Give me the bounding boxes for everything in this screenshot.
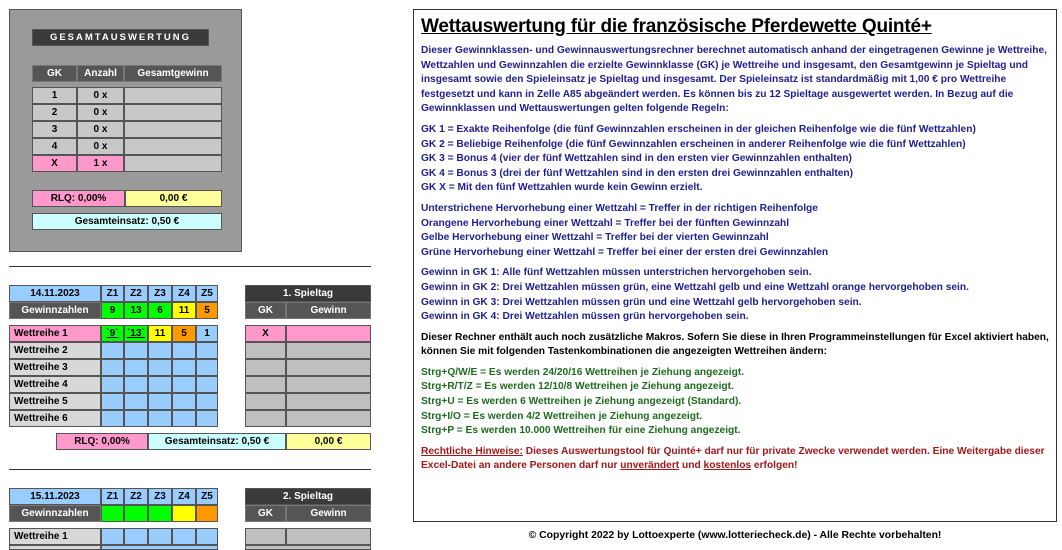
day2-col-z2: Z2 bbox=[124, 488, 148, 505]
legal-unchanged: unverändert bbox=[620, 460, 680, 472]
day1-gewinn-header: Gewinn bbox=[286, 302, 371, 319]
day2-row1-gk[interactable] bbox=[245, 528, 286, 545]
day1-gz-3[interactable]: 6 bbox=[148, 302, 172, 319]
summary-gk-4[interactable]: 4 bbox=[32, 138, 77, 155]
day2-gk-header: GK bbox=[245, 505, 286, 522]
day1-row6-gewinn[interactable] bbox=[286, 410, 371, 427]
day1-row4-z2[interactable] bbox=[124, 376, 148, 393]
day1-row6-z5[interactable] bbox=[196, 410, 218, 427]
day1-rlq[interactable]: RLQ: 0,00% bbox=[56, 433, 148, 450]
day1-row1-gk[interactable]: X bbox=[245, 325, 286, 342]
shortcut-3: Strg+U = Es werden 6 Wettreihen je Ziehung angezeigt (Standard). bbox=[421, 396, 742, 408]
shortcut-list bbox=[421, 366, 1049, 439]
day1-row5-label: Wettreihe 5 bbox=[9, 393, 101, 410]
day1-einsatz[interactable]: Gesamteinsatz: 0,50 € bbox=[148, 433, 286, 450]
day1-row6-z3[interactable] bbox=[148, 410, 172, 427]
summary-gk-1[interactable]: 1 bbox=[32, 87, 77, 104]
day1-row2-z4[interactable] bbox=[172, 342, 196, 359]
separator-line bbox=[9, 469, 371, 470]
shortcut-2: Strg+R/T/Z = Es werden 12/10/8 Wettreihen je Ziehung angezeigt. bbox=[421, 381, 734, 393]
day1-row3-gk[interactable] bbox=[245, 359, 286, 376]
day1-row3-gewinn[interactable] bbox=[286, 359, 371, 376]
legal-and: und bbox=[679, 460, 704, 472]
day1-gz-2[interactable]: 13 bbox=[124, 302, 148, 319]
summary-total-3[interactable] bbox=[124, 121, 222, 138]
summary-total-4[interactable] bbox=[124, 138, 222, 155]
summary-total-x[interactable] bbox=[124, 155, 222, 172]
day1-row1-gewinn[interactable] bbox=[286, 325, 371, 342]
day1-row5-gk[interactable] bbox=[245, 393, 286, 410]
day2-gewinn-header: Gewinn bbox=[286, 505, 371, 522]
summary-total-2[interactable] bbox=[124, 104, 222, 121]
day2-gz-3[interactable] bbox=[148, 505, 172, 522]
day1-gz-1[interactable]: 9 bbox=[101, 302, 124, 319]
day1-row6-z4[interactable] bbox=[172, 410, 196, 427]
win-rule-2: Gewinn in GK 2: Drei Wettzahlen müssen grün, eine Wettzahl gelb und eine Wettzahl orange hervorgehoben sein. bbox=[421, 281, 969, 293]
legal-end: erfolgen! bbox=[751, 460, 798, 472]
day1-row4-gewinn[interactable] bbox=[286, 376, 371, 393]
day1-row1-z1[interactable]: `9` bbox=[101, 325, 124, 342]
day2-row2-label bbox=[9, 545, 101, 550]
summary-gewinn[interactable]: 0,00 € bbox=[125, 190, 222, 207]
info-intro: Dieser Gewinnklassen- und Gewinnauswertungsrechner berechnet automatisch anhand der eingetragenen Gewinne je Wettreihe, Wettzahlen und Gewinnzahlen die erzielte Gewinnklasse (GK) je Wettreihe und insgesamt, den Gesamtgewinn je Spieltag und insgesamt sowie den Spieleinsatz je Spieltag und insgesamt. Der Spieleinsatz ist standardmäßig mit 1,00 € pro Wettreihe festgesetzt und kann in Zelle A85 abgeändert werden. Es können bis zu 12 Spieltage ausgewertet werden. In Bezug auf die Gewinnklassen und Wettauswertungen gelten folgende Regeln: bbox=[421, 45, 1047, 115]
day2-gz-4[interactable] bbox=[172, 505, 196, 522]
day1-row2-label: Wettreihe 2 bbox=[9, 342, 101, 359]
day1-col-z2: Z2 bbox=[124, 285, 148, 302]
day1-row4-label: Wettreihe 4 bbox=[9, 376, 101, 393]
summary-rlq[interactable]: RLQ: 0,00% bbox=[32, 190, 125, 207]
day2-row1-z5[interactable] bbox=[196, 528, 218, 545]
summary-einsatz[interactable]: Gesamteinsatz: 0,50 € bbox=[32, 213, 222, 230]
day2-col-z1: Z1 bbox=[101, 488, 124, 505]
legal-text: Dieses Auswertungstool für Quinté+ darf nur für private Zwecke verwendet werden. Eine Weitergabe dieser Excel-Datei an andere Personen darf nur bbox=[421, 445, 1045, 472]
day1-row3-label: Wettreihe 3 bbox=[9, 359, 101, 376]
day2-row1-gewinn[interactable] bbox=[286, 528, 371, 545]
day1-col-z5: Z5 bbox=[196, 285, 218, 302]
day1-row4-z5[interactable] bbox=[196, 376, 218, 393]
day2-gz-2[interactable] bbox=[124, 505, 148, 522]
summary-panel bbox=[9, 9, 242, 252]
macro-text: Dieser Rechner enthält auch noch zusätzliche Makros. Sofern Sie diese in Ihren Programmeinstellungen für Excel aktiviert haben, können Sie mit folgenden Tastenkombinationen die angezeigten Wettreihen ändern: bbox=[421, 331, 1049, 358]
day2-col-z4: Z4 bbox=[172, 488, 196, 505]
day1-gz-5[interactable]: 5 bbox=[196, 302, 218, 319]
day1-row3-z1[interactable] bbox=[101, 359, 124, 376]
day1-gk-header: GK bbox=[245, 302, 286, 319]
day1-gewinn-total[interactable]: 0,00 € bbox=[286, 433, 371, 450]
day1-date[interactable]: 14.11.2023 bbox=[9, 285, 101, 302]
summary-count-3[interactable]: 0 x bbox=[77, 121, 124, 138]
day1-row3-z3[interactable] bbox=[148, 359, 172, 376]
day1-row6-label: Wettreihe 6 bbox=[9, 410, 101, 427]
separator-line bbox=[9, 266, 371, 267]
day1-spieltag: 1. Spieltag bbox=[245, 285, 371, 302]
day2-row1-z1[interactable] bbox=[101, 528, 124, 545]
day1-row4-z4[interactable] bbox=[172, 376, 196, 393]
day1-row1-z3[interactable]: 11 bbox=[148, 325, 172, 342]
summary-count-x[interactable]: 1 x bbox=[77, 155, 124, 172]
highlight-rules bbox=[421, 202, 1049, 260]
day1-col-z4: Z4 bbox=[172, 285, 196, 302]
summary-title: GESAMTAUSWERTUNG bbox=[32, 29, 209, 46]
day1-row3-z4[interactable] bbox=[172, 359, 196, 376]
summary-header-gesamtgewinn: Gesamtgewinn bbox=[124, 65, 222, 82]
gk-rule-3: GK 3 = Bonus 4 (vier der fünf Wettzahlen sind in den ersten vier Gewinnzahlen enthalten) bbox=[421, 153, 852, 165]
day2-row2-cells[interactable] bbox=[101, 545, 218, 550]
summary-count-4[interactable]: 0 x bbox=[77, 138, 124, 155]
day1-row5-gewinn[interactable] bbox=[286, 393, 371, 410]
day1-row6-z1[interactable] bbox=[101, 410, 124, 427]
day1-row5-z5[interactable] bbox=[196, 393, 218, 410]
summary-gk-2[interactable]: 2 bbox=[32, 104, 77, 121]
day2-col-z3: Z3 bbox=[148, 488, 172, 505]
gk-rule-x: GK X = Mit den fünf Wettzahlen wurde kein Gewinn erzielt. bbox=[421, 182, 703, 194]
summary-header-gk: GK bbox=[32, 65, 77, 82]
day1-row1-z5[interactable]: 1 bbox=[196, 325, 218, 342]
info-title: Wettauswertung für die französische Pferdewette Quinté+ bbox=[421, 16, 932, 37]
day1-row5-z1[interactable] bbox=[101, 393, 124, 410]
legal-free: kostenlos bbox=[703, 460, 752, 472]
shortcut-4: Strg+I/O = Es werden 4/2 Wettreihen je Ziehung angezeigt. bbox=[421, 410, 703, 422]
day2-row1-label: Wettreihe 1 bbox=[9, 528, 101, 545]
day1-col-z1: Z1 bbox=[101, 285, 124, 302]
day1-row1-label: Wettreihe 1 bbox=[9, 325, 101, 342]
summary-header-anzahl: Anzahl bbox=[77, 65, 124, 82]
day1-row4-z1[interactable] bbox=[101, 376, 124, 393]
gk-rules bbox=[421, 123, 1049, 196]
highlight-rule-4: Grüne Hervorhebung einer Wettzahl = Treffer bei einer der ersten drei Gewinnzahlen bbox=[421, 246, 829, 258]
summary-gk-3[interactable]: 3 bbox=[32, 121, 77, 138]
day1-row6-gk[interactable] bbox=[245, 410, 286, 427]
gk-rule-2: GK 2 = Beliebige Reihenfolge (die fünf Gewinnzahlen erscheinen in anderer Reihenfolge wie die fünf Wettzahlen) bbox=[421, 138, 966, 150]
day1-row2-z1[interactable] bbox=[101, 342, 124, 359]
day1-row2-gewinn[interactable] bbox=[286, 342, 371, 359]
day1-row5-z2[interactable] bbox=[124, 393, 148, 410]
win-rule-4: Gewinn in GK 4: Drei Wettzahlen müssen grün hervorgehoben sein. bbox=[421, 311, 749, 323]
summary-total-1[interactable] bbox=[124, 87, 222, 104]
day1-row6-z2[interactable] bbox=[124, 410, 148, 427]
summary-gk-x[interactable]: X bbox=[32, 155, 77, 172]
day2-row1-z3[interactable] bbox=[148, 528, 172, 545]
day1-row2-z5[interactable] bbox=[196, 342, 218, 359]
day2-date[interactable]: 15.11.2023 bbox=[9, 488, 101, 505]
day1-row4-z3[interactable] bbox=[148, 376, 172, 393]
summary-count-2[interactable]: 0 x bbox=[77, 104, 124, 121]
gk-rule-4: GK 4 = Bonus 3 (drei der fünf Wettzahlen sind in den ersten drei Gewinnzahlen enthalten) bbox=[421, 167, 853, 179]
day1-row1-z2[interactable]: `13` bbox=[124, 325, 148, 342]
day1-row1-z4[interactable]: 5 bbox=[172, 325, 196, 342]
day1-row5-z3[interactable] bbox=[148, 393, 172, 410]
day2-spieltag: 2. Spieltag bbox=[245, 488, 371, 505]
legal-notice bbox=[421, 445, 1049, 474]
day1-gz-4[interactable]: 11 bbox=[172, 302, 196, 319]
highlight-rule-2: Orangene Hervorhebung einer Wettzahl = Treffer bei der fünften Gewinnzahl bbox=[421, 217, 790, 229]
day1-row2-gk[interactable] bbox=[245, 342, 286, 359]
win-rules bbox=[421, 266, 1049, 324]
day1-row5-z4[interactable] bbox=[172, 393, 196, 410]
win-rule-3: Gewinn in GK 3: Drei Wettzahlen müssen grün und eine Wettzahl gelb hervorgehoben sein. bbox=[421, 296, 862, 308]
summary-count-1[interactable]: 0 x bbox=[77, 87, 124, 104]
win-rule-1: Gewinn in GK 1: Alle fünf Wettzahlen müssen unterstrichen hervorgehoben sein. bbox=[421, 267, 812, 279]
day2-col-z5: Z5 bbox=[196, 488, 218, 505]
day2-gz-5[interactable] bbox=[196, 505, 218, 522]
day2-gz-1[interactable] bbox=[101, 505, 124, 522]
info-box bbox=[413, 9, 1057, 522]
day2-row2-result[interactable] bbox=[245, 545, 371, 550]
shortcut-1: Strg+Q/W/E = Es werden 24/20/16 Wettreihen je Ziehung angezeigt. bbox=[421, 366, 745, 378]
day1-gewinnzahlen-label: Gewinnzahlen bbox=[9, 302, 101, 319]
day1-col-z3: Z3 bbox=[148, 285, 172, 302]
day1-row2-z3[interactable] bbox=[148, 342, 172, 359]
day2-row1-z2[interactable] bbox=[124, 528, 148, 545]
day1-row3-z2[interactable] bbox=[124, 359, 148, 376]
day1-row4-gk[interactable] bbox=[245, 376, 286, 393]
highlight-rule-1: Unterstrichene Hervorhebung einer Wettzahl = Treffer in der richtigen Reihenfolge bbox=[421, 202, 818, 214]
day2-gewinnzahlen-label: Gewinnzahlen bbox=[9, 505, 101, 522]
legal-label: Rechtliche Hinweise: bbox=[421, 445, 523, 457]
day1-row3-z5[interactable] bbox=[196, 359, 218, 376]
day1-row2-z2[interactable] bbox=[124, 342, 148, 359]
gk-rule-1: GK 1 = Exakte Reihenfolge (die fünf Gewinnzahlen erscheinen in der gleichen Reihenfolge wie die fünf Wettzahlen) bbox=[421, 123, 976, 135]
highlight-rule-3: Gelbe Hervorhebung einer Wettzahl = Treffer bei der vierten Gewinnzahl bbox=[421, 232, 769, 244]
shortcut-5: Strg+P = Es werden 10.000 Wettreihen für eine Ziehung angezeigt. bbox=[421, 425, 741, 437]
copyright: © Copyright 2022 by Lottoexperte (www.lotteriecheck.de) - Alle Rechte vorbehalten! bbox=[528, 530, 942, 541]
day2-row1-z4[interactable] bbox=[172, 528, 196, 545]
